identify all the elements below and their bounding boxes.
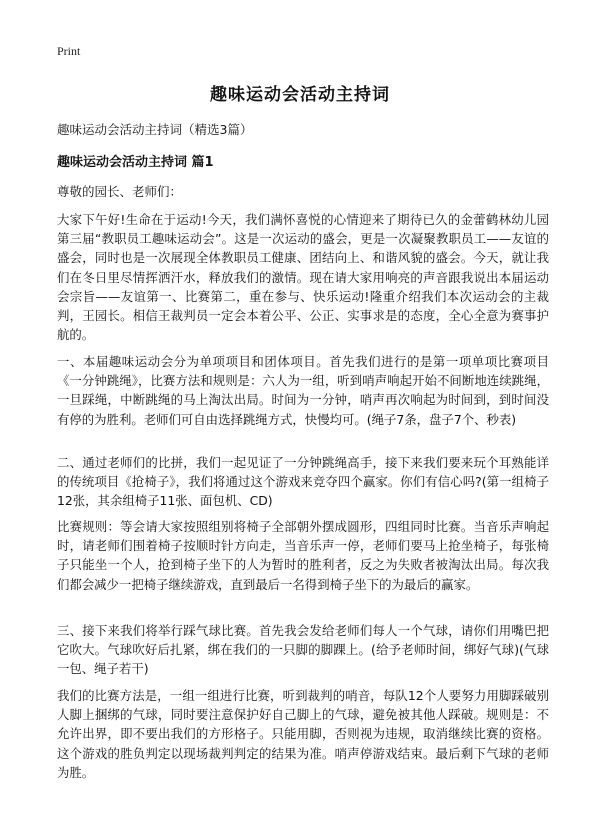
- paragraph-item-2: 二、通过老师们的比拼，我们一起见证了一分钟跳绳高手，接下来我们要来玩个耳熟能详的传统项目《抢椅子》，我们将通过这个游戏来竞夺四个赢家。你们有信心吗?(第一组椅子12张，其余组椅子11张、面包机、CD): [57, 455, 549, 509]
- paragraph-rules: 比赛规则：等会请大家按照组别将椅子全部朝外摆成圆形，四组同时比赛。当音乐声响起时，请老师们围着椅子按顺时针方向走，当音乐声一停，老师们要马上抢坐椅子，每张椅子只能坐一个人，抢到椅子坐下的人为暂时的胜利者，反之为失败者被淘汰出局。每次我们都会减少一把椅子继续游戏，直到最后一名得到椅子坐下的为最后的赢家。: [57, 519, 549, 592]
- paragraph-item-1: 一、本届趣味运动会分为单项项目和团体项目。首先我们进行的是第一项单项比赛项目《一分钟跳绳》，比赛方法和规则是：六人为一组，听到哨声响起开始不间断地连续跳绳，一旦踩绳，中断跳绳的马上淘汰出局。时间为一分钟，哨声再次响起为时间到，到时间没有停的为胜利。老师们可自由选择跳绳方式，快慢均可。(绳子7条，盘子7个、秒表): [57, 354, 549, 427]
- print-label: Print: [57, 44, 81, 58]
- paragraph-method: 我们的比赛方法是，一组一组进行比赛，听到裁判的哨音，每队12个人要努力用脚踩破别人脚上捆绑的气球，同时要注意保护好自己脚上的气球，避免被其他人踩破。规则是：不允许出界，即不要出我们的方形格子。只能用脚，否则视为违规，取消继续比赛的资格。这个游戏的胜负判定以现场裁判判定的结果为准。哨声停游戏结束。最后剩下气球的老师为胜。: [57, 688, 549, 780]
- paragraph-intro: 大家下午好!生命在于运动!今天，我们满怀喜悦的心情迎来了期待已久的金蕾鹤林幼儿园第三届“教职员工趣味运动会”。这是一次运动的盛会，更是一次凝聚教职员工——友谊的盛会，同时也是一次展现全体教职员工健康、团结向上、和谐风貌的盛会。今天，就让我们在冬日里尽情挥洒汗水，释放我们的激情。现在请大家用响亮的声音跟我说出本届运动会宗旨——友谊第一、比赛第二，重在参与、快乐运动!隆重介绍我们本次运动会的主裁判，王园长。相信王裁判员一定会本着公平、公正、实事求是的态度，全心全意为赛事护航的。: [57, 212, 549, 343]
- paragraph-item-3: 三、接下来我们将举行踩气球比赛。首先我会发给老师们每人一个气球，请你们用嘴巴把它吹大。气球吹好后扎紧，绑在我们的一只脚的脚踝上。(给予老师时间，绑好气球)(气球一包、绳子若干): [57, 623, 549, 677]
- document-title: 趣味运动会活动主持词: [210, 85, 390, 105]
- section-heading: 趣味运动会活动主持词 篇1: [57, 155, 214, 170]
- greeting-line: 尊敬的园长、老师们：: [57, 184, 183, 199]
- document-subtitle: 趣味运动会活动主持词（精选3篇）: [57, 122, 253, 137]
